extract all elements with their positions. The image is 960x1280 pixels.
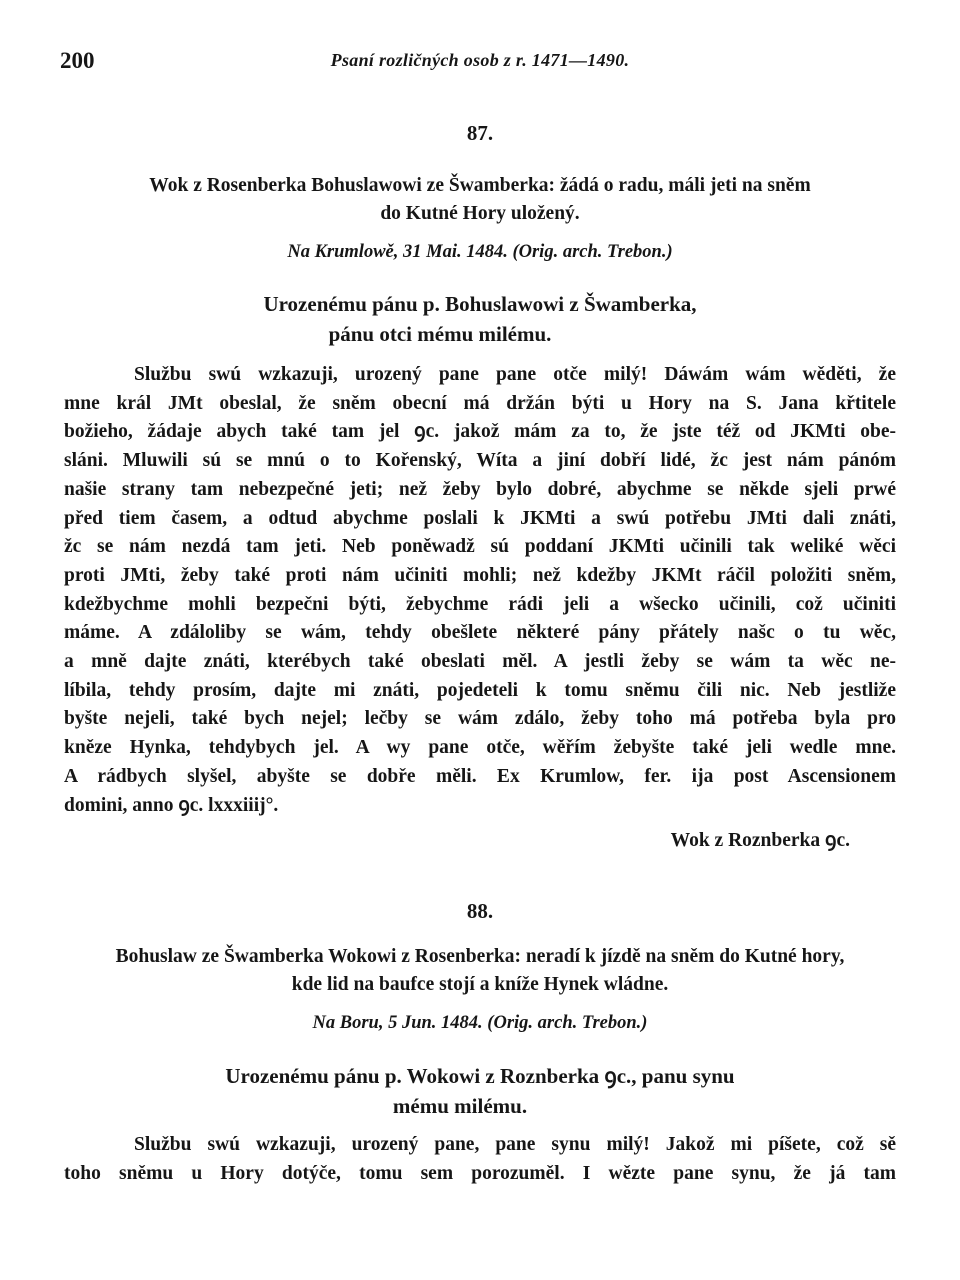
running-head — [60, 48, 900, 78]
body-line: byšte nejeli, také bych nejel; lečby se wám zdálo, žeby toho má potřeba byla pro — [64, 708, 896, 730]
letter-88-body — [64, 1131, 896, 1188]
letter-88-number: 88. — [466, 899, 494, 923]
body-line: Službu swú wzkazuji, urozený pane pane otče milý! Dáwám wám wěděti, že — [134, 364, 896, 385]
letter-87-date: Na Krumlowě, 31 Mai. 1484. (Orig. arch. Trebon.) — [287, 242, 673, 262]
running-title: Psaní rozličných osob z r. 1471—1490. — [330, 50, 630, 70]
address-line: Urozenému pánu p. Bohuslawowi z Šwamberka, — [263, 292, 697, 316]
letter-87-body — [64, 361, 896, 820]
body-line: žc se nám nezdá tam jeti. Neb poněwadž sú poddaní JKMti učinili tak weliké wěci — [64, 536, 896, 558]
letter-88-date: Na Boru, 5 Jun. 1484. (Orig. arch. Trebon.) — [312, 1013, 648, 1033]
body-line: a mně dajte znáti, kterébych také obeslati měl. A jestli žeby se wám ta wěc ne- — [64, 651, 896, 673]
body-line: líbila, tehdy prosím, dajte mi znáti, pojedeteli k tomu sněmu čili nic. Neb jestližе — [64, 679, 896, 701]
letter-87-regest — [64, 172, 896, 228]
address-line: mému milému. — [392, 1094, 528, 1118]
body-line: máme. A zdáloliby se wám, tehdy obešlete některé pány přátely našc o tu wěc, — [64, 622, 896, 644]
body-line: před tiem časem, a odtud abychme poslali k JKMti a swú potřebu JMti dali znáti, — [64, 507, 896, 529]
regest-line: do Kutné Hory uložený. — [380, 203, 580, 224]
regest-line: kde lid na baufce stojí a kníže Hynek wládne. — [291, 974, 669, 995]
letter-87-signature: Wok z Roznberka ꝯc. — [670, 830, 850, 851]
page-number: 200 — [60, 48, 95, 73]
letter-88-address — [64, 1061, 896, 1121]
body-line: božieho, žádaje abych také tam jel ꝯc. jakož mám za to, že jste též od JKMti obe- — [64, 421, 896, 443]
body-line: Službu swú wzkazuji, urozený pane, pane synu milý! Jakož mi píšete, což sě — [134, 1134, 896, 1155]
regest-line: Wok z Rosenberka Bohuslawowi ze Šwamberka: žádá o radu, máli jeti na sněm — [149, 175, 811, 196]
letter-87-number: 87. — [466, 121, 494, 145]
body-line: kdežbychme mohli bezpečni býti, žebychme rádi jeli a wšecko učinili, což učiniti — [64, 593, 896, 615]
letter-87-address — [64, 289, 896, 349]
body-line: A rádbych slyšel, abyšte se dobře měli. Ex Krumlow, fer. ija post Ascensionem — [64, 765, 896, 787]
body-line: našie strany tam nebezpečné jeti; než žeby bylo dobré, abychme se někde sjeli prwé — [64, 478, 896, 500]
body-line: domini, anno ꝯc. lxxxiiij°. — [64, 794, 279, 816]
body-line: toho sněmu u Hory dotýče, tomu sem porozuměl. I wězte pane synu, že já tam — [64, 1162, 896, 1184]
regest-line: Bohuslaw ze Šwamberka Wokowi z Rosenberka: neradí k jízdě na sněm do Kutné hory, — [115, 946, 845, 967]
body-line: proti JMti, žeby také proti nám učiniti mohli; než kdežby JKMt ráčil položiti sněm, — [64, 564, 896, 586]
body-line: mne král JMt obeslal, že sněm obecní má držán býti u Hory na S. Jana křtitele — [64, 392, 896, 414]
address-line: pánu otci mému milému. — [328, 322, 552, 346]
address-line: Urozenému pánu p. Wokowi z Roznberka ꝯc., panu synu — [225, 1064, 735, 1088]
letter-88-regest — [64, 943, 896, 999]
body-line: sláni. Mluwili sú se mnú o to Kořenský, Wíta a jiní dobří lidé, žc jest nám pánóm — [64, 450, 896, 472]
body-line: kněze Hynka, tehdybych jel. A wy pane otče, wěřím žebyšte také jeli wedle mne. — [64, 737, 896, 759]
